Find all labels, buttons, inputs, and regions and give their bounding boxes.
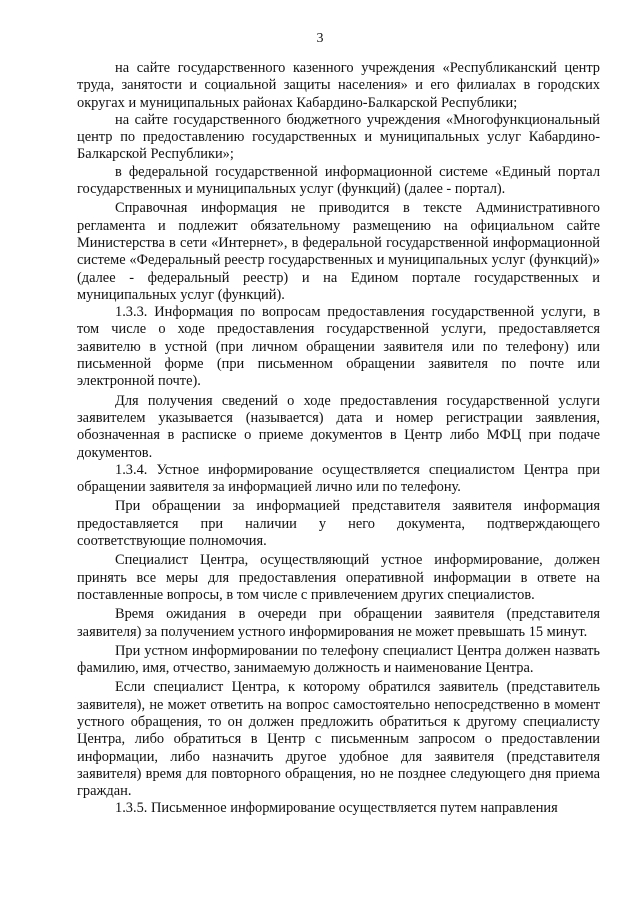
paragraph-representative: При обращении за информацией представителя заявителя информация предоставляется при наличии у него документа, подтверждающего соответствующие полномочия. (77, 498, 600, 550)
paragraph-federal-portal: в федеральной государственной информационной системе «Единый портал государственных и муниципальных услуг (функций) (далее - портал). (77, 163, 600, 198)
paragraph-section-1-3-3: 1.3.3. Информация по вопросам предоставления государственной услуги, в том числе о ходе предоставления государственной услуги, предоставляется заявителю в устной (при личном обращении заявителя или по телефону) или письменной форме (при письменном обращении заявителя по почте или электронной почте). (77, 304, 600, 390)
paragraph-section-1-3-4: 1.3.4. Устное информирование осуществляется специалистом Центра при обращении заявителя за информацией лично или по телефону. (77, 461, 600, 496)
paragraph-mfc-regional-sites: на сайте государственного казенного учреждения «Республиканский центр труда, занятости и социальной защиты населения» и его филиалах в городских округах и муниципальных районах Кабардино-Балкарской Республики; (77, 60, 600, 111)
paragraph-status-info: Для получения сведений о ходе предоставления государственной услуги заявителем указывается (называется) дата и номер регистрации заявления, обозначенная в расписке о приеме документов в Центр либо МФЦ при подаче документов. (77, 392, 600, 461)
paragraph-mfc-site: на сайте государственного бюджетного учреждения «Многофункциональный центр по предоставлению государственных и муниципальных услуг Кабардино-Балкарской Республики»; (77, 111, 600, 163)
page-number: 3 (316, 31, 324, 46)
paragraph-phone-info: При устном информировании по телефону специалист Центра должен назвать фамилию, имя, отчество, занимаемую должность и наименование Центра. (77, 642, 600, 677)
paragraph-specialist-duties: Специалист Центра, осуществляющий устное информирование, должен принять все меры для предоставления оперативной информации в ответе на поставленные вопросы, в том числе с привлечением других специалистов. (77, 552, 600, 603)
paragraph-waiting-time: Время ожидания в очереди при обращении заявителя (представителя заявителя) за получением устного информирования не может превышать 15 минут. (77, 606, 600, 640)
paragraph-reference-info: Справочная информация не приводится в тексте Административного регламента и подлежит обязательному размещению на официальном сайте Министерства в сети «Интернет», в федеральной государственной информационной системе «Федеральный реестр государственных и муниципальных услуг (функций)» (далее - федеральный реестр) и на Едином портале государственных и муниципальных услуг (функций). (77, 200, 600, 303)
document-body (77, 60, 600, 818)
paragraph-redirect: Если специалист Центра, к которому обратился заявитель (представитель заявителя), не может ответить на вопрос самостоятельно непосредственно в момент устного обращения, то он должен предложить обратиться к другому специалисту Центра, либо обратиться в Центр с письменным запросом о предоставлении информации, либо назначить другое удобное для заявителя (представителя заявителя) время для повторного обращения, но не позднее следующего дня приема граждан. (77, 679, 600, 800)
paragraph-section-1-3-5: 1.3.5. Письменное информирование осуществляется путем направления (115, 800, 558, 817)
